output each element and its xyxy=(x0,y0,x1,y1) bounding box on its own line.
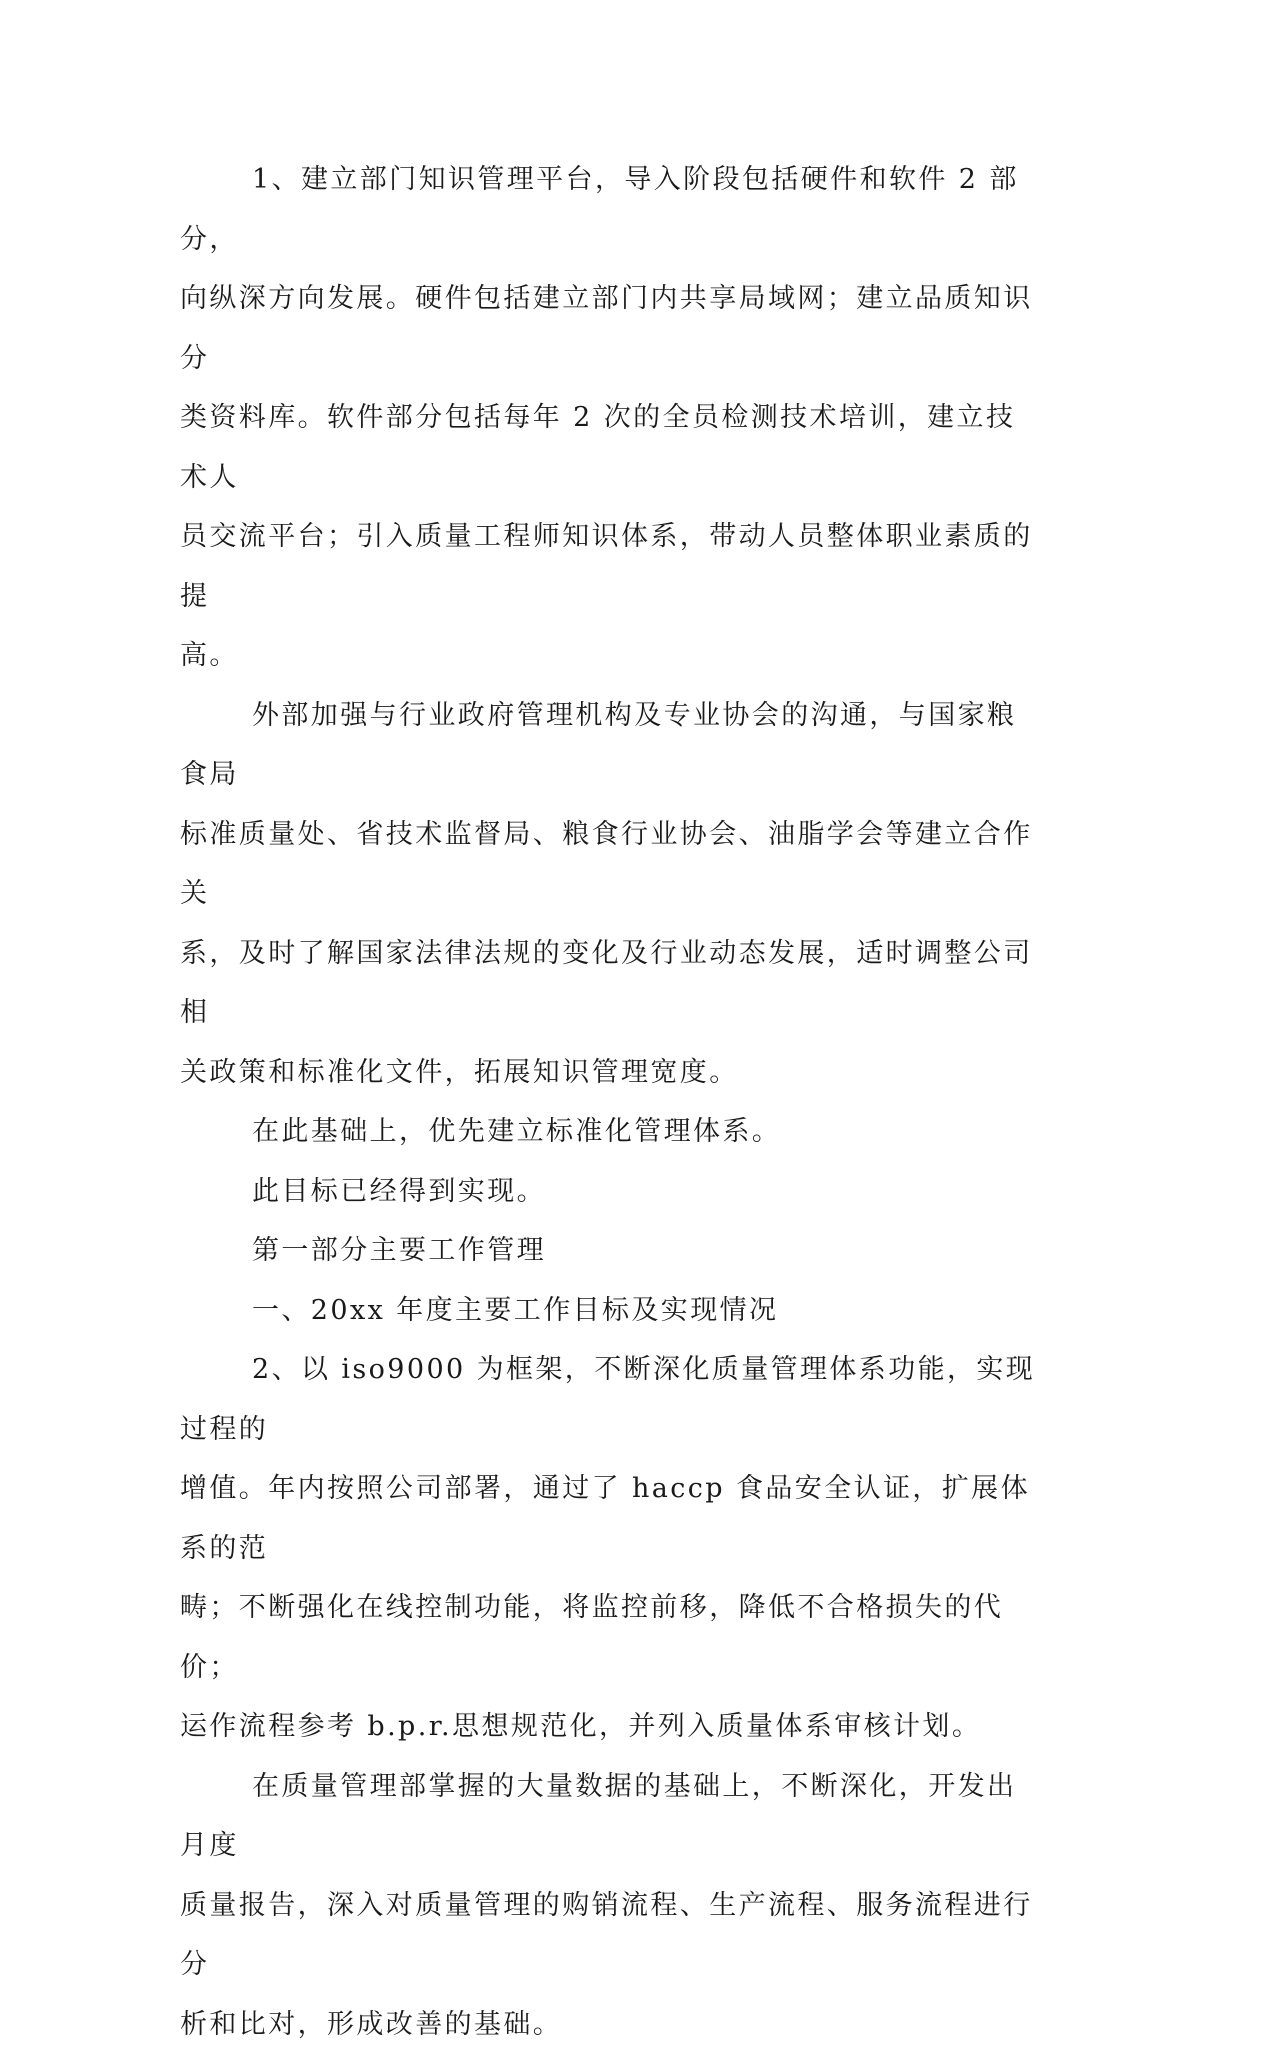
paragraph-goal-achieved: 此目标已经得到实现。 xyxy=(180,1162,1040,1222)
paragraph-external-communication: 外部加强与行业政府管理机构及专业协会的沟通，与国家粮食局 标准质量处、省技术监督局、粮食行业协会、油脂学会等建立合作关 系，及时了解国家法律法规的变化及行业动态发展，适时调整公司相 关政策和标准化文件，拓展知识管理宽度。 xyxy=(180,686,1040,1103)
paragraph-iso9000: 2、以 iso9000 为框架，不断深化质量管理体系功能，实现过程的 增值。年内按照公司部署，通过了 haccp 食品安全认证，扩展体系的范 畴；不断强化在线控制功能，将监控前移，降低不合格损失的代价； 运作流程参考 b.p.r.思想规范化，并列入质量体系审核计划。 xyxy=(180,1340,1040,1757)
document-body xyxy=(180,150,1040,2054)
section-heading-annual-goals: 一、20xx 年度主要工作目标及实现情况 xyxy=(180,1281,1040,1341)
paragraph-standardization: 在此基础上，优先建立标准化管理体系。 xyxy=(180,1102,1040,1162)
section-heading-part-one: 第一部分主要工作管理 xyxy=(180,1221,1040,1281)
paragraph-quality-report: 在质量管理部掌握的大量数据的基础上，不断深化，开发出月度 质量报告，深入对质量管理的购销流程、生产流程、服务流程进行分 析和比对，形成改善的基础。 xyxy=(180,1757,1040,2054)
paragraph-knowledge-platform: 1、建立部门知识管理平台，导入阶段包括硬件和软件 2 部分， 向纵深方向发展。硬件包括建立部门内共享局域网；建立品质知识分 类资料库。软件部分包括每年 2 次的全员检测技术培训，建立技术人 员交流平台；引入质量工程师知识体系，带动人员整体职业素质的提 高。 xyxy=(180,150,1040,686)
